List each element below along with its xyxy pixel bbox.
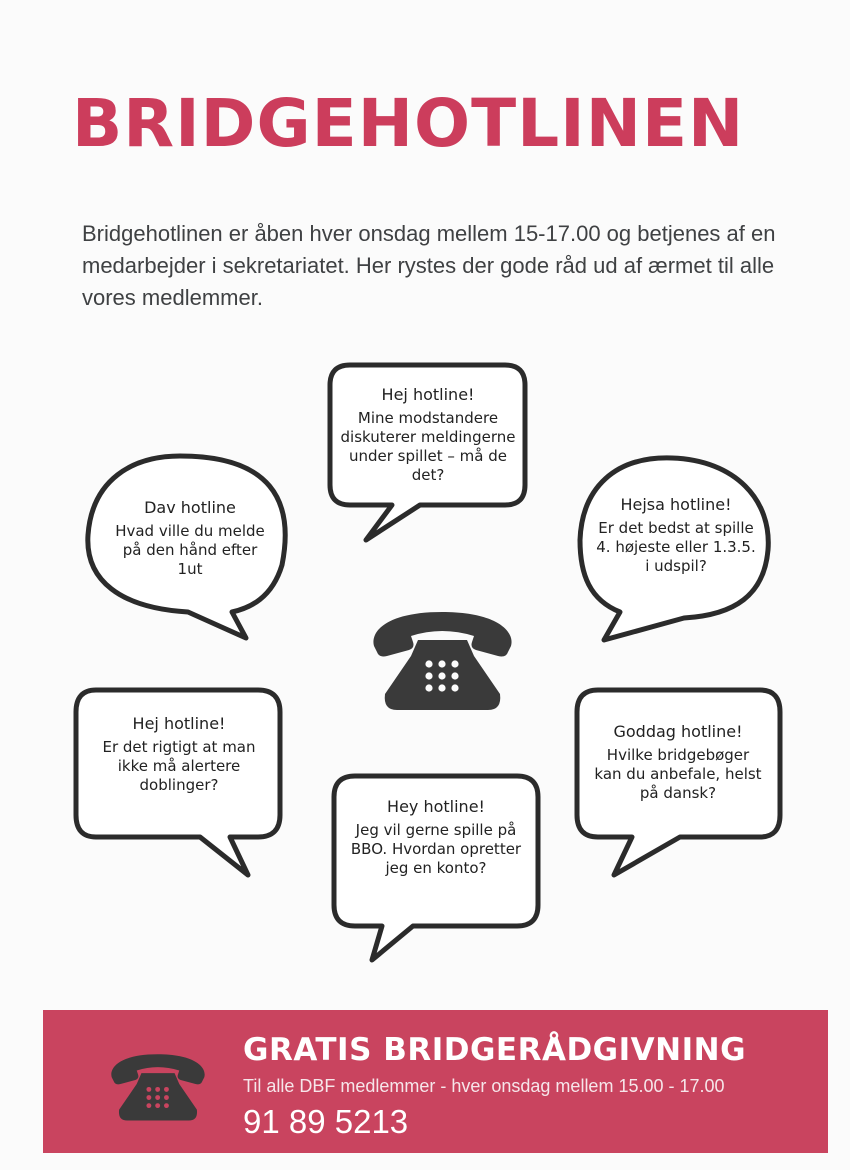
- bubble-right-lower: [594, 722, 762, 803]
- bubble-left-lower-heading: Hej hotline!: [132, 714, 226, 733]
- bubble-left-lower-body: Er det rigtigt at man ikke må alertere doblinger?: [102, 738, 256, 794]
- bubble-right-lower-heading: Goddag hotline!: [613, 722, 743, 741]
- bubble-top-heading: Hej hotline!: [381, 385, 475, 404]
- banner-phone-number: 91 89 5213: [243, 1103, 409, 1140]
- bubble-bottom-body: Jeg vil gerne spille på BBO. Hvordan opretter jeg en konto?: [350, 821, 522, 877]
- banner-subtitle: Til alle DBF medlemmer - hver onsdag mellem 15.00 - 17.00: [243, 1076, 725, 1096]
- footer-banner: [43, 1010, 828, 1153]
- telephone-icon: [370, 598, 515, 714]
- bubble-right-lower-body: Hvilke bridgebøger kan du anbefale, helst på dansk?: [594, 746, 762, 802]
- bubble-bottom-heading: Hey hotline!: [387, 797, 485, 816]
- bubble-left-upper-heading: Dav hotline: [144, 498, 236, 517]
- bubble-top: [340, 385, 516, 485]
- bubble-bottom: [350, 797, 522, 878]
- banner-title: GRATIS BRIDGERÅDGIVNING: [243, 1032, 747, 1068]
- bubble-right-upper-body: Er det bedst at spille 4. højeste eller 1.3.5. i udspil?: [596, 519, 756, 575]
- bubble-left-lower: [96, 714, 262, 795]
- telephone-icon: [109, 1042, 207, 1126]
- bubble-left-upper-body: Hvad ville du melde på den hånd efter 1ut: [115, 522, 265, 578]
- bubble-top-body: Mine modstandere diskuterer meldingerne under spillet – må de det?: [340, 409, 516, 484]
- intro-paragraph: Bridgehotlinen er åben hver onsdag mellem 15-17.00 og betjenes af en medarbejder i sekretariatet. Her rystes der gode råd ud af ærmet til alle vores medlemmer.: [82, 221, 776, 310]
- bubble-left-upper: [110, 498, 270, 579]
- bubble-right-upper-heading: Hejsa hotline!: [620, 495, 732, 514]
- bubble-right-upper: [596, 495, 756, 576]
- page-title: BRIDGEHOTLINEN: [72, 85, 745, 162]
